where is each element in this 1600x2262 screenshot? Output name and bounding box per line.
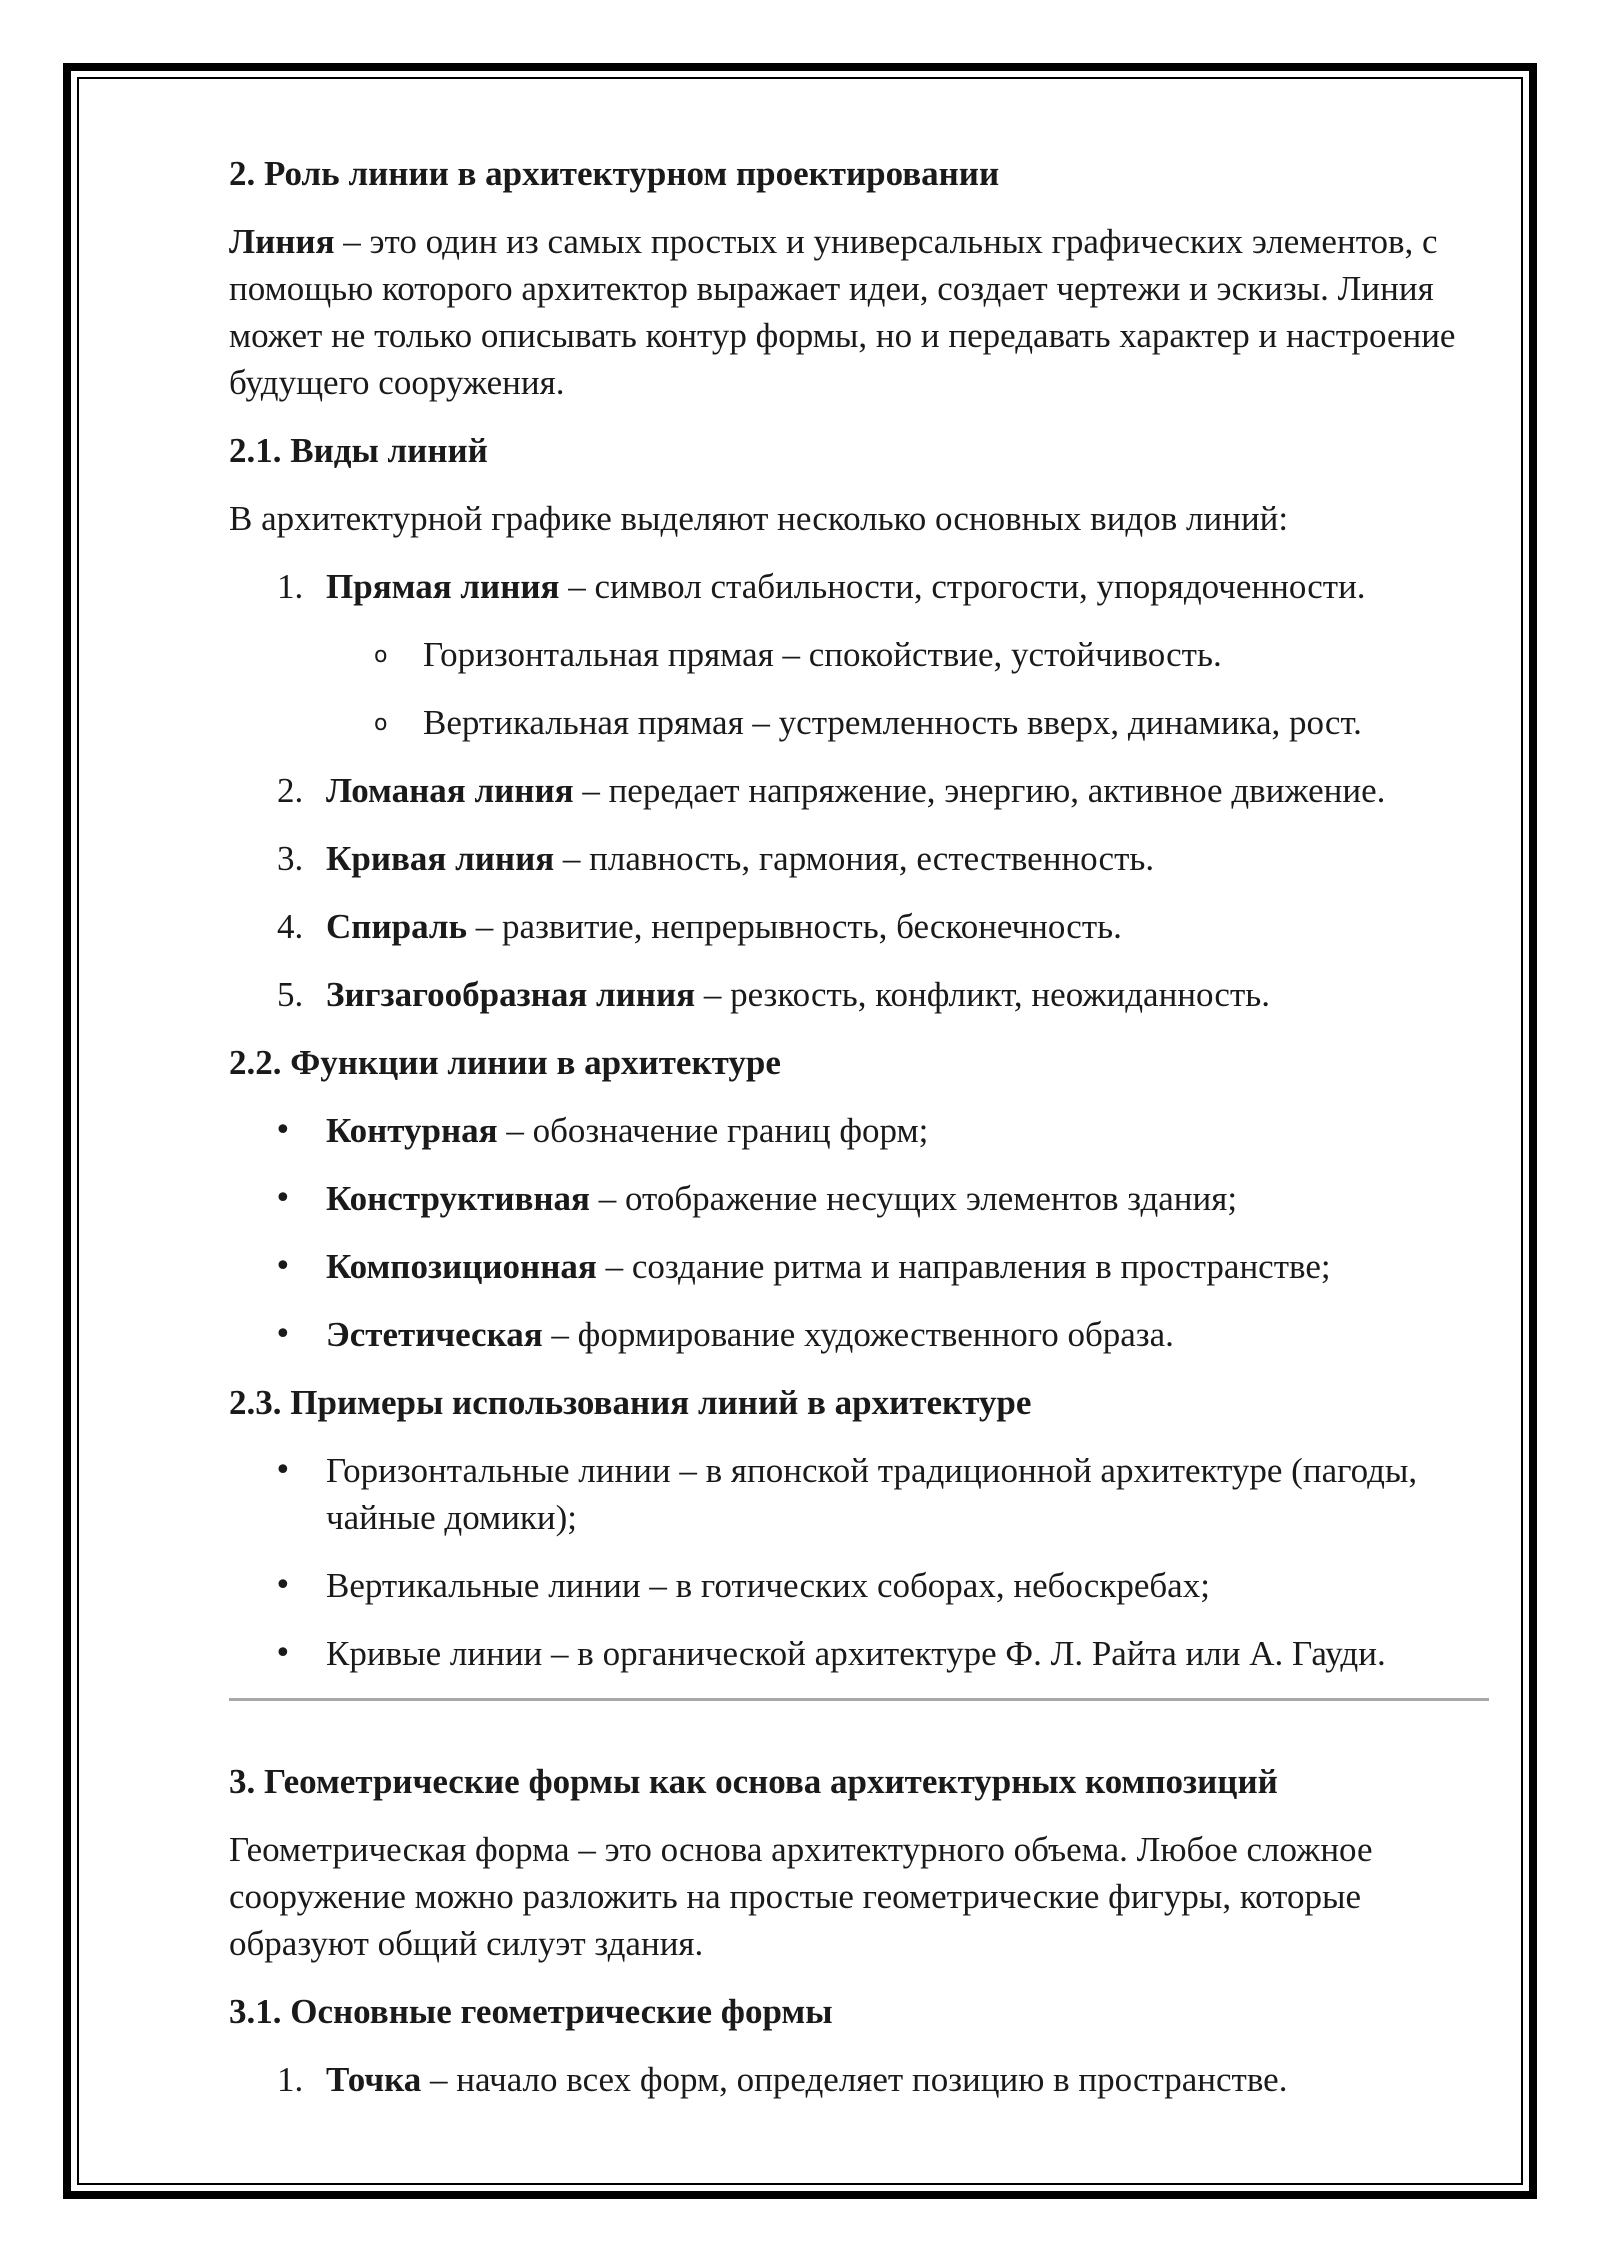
- sub-list-text: Горизонтальная прямая – спокойствие, устойчивость.: [423, 635, 1222, 674]
- section-3-heading: 3. Геометрические формы как основа архитектурных композиций: [229, 1762, 1278, 1801]
- list-text: – резкость, конфликт, неожиданность.: [695, 975, 1270, 1014]
- list-item: [229, 2056, 1489, 2103]
- bullet-icon: •: [274, 1453, 292, 1488]
- list-number: 3.: [277, 839, 304, 878]
- bullet-text: Кривые линии – в органической архитектуре Ф. Л. Райта или А. Гауди.: [326, 1634, 1386, 1673]
- list-number: 2.: [277, 771, 304, 810]
- list-text: – передает напряжение, энергию, активное движение.: [573, 771, 1386, 810]
- list-item: [229, 767, 1489, 814]
- list-text: – начало всех форм, определяет позицию в пространстве.: [421, 2060, 1288, 2099]
- section-2-heading: 2. Роль линии в архитектурном проектировании: [229, 154, 1000, 193]
- bullet-item: [229, 1630, 1489, 1677]
- section-2-2-heading: 2.2. Функции линии в архитектуре: [229, 1043, 781, 1082]
- document-body: [229, 150, 1489, 2124]
- bullet-text: Вертикальные линии – в готических соборах, небоскребах;: [326, 1566, 1210, 1605]
- list-text: – символ стабильности, строгости, упорядоченности.: [559, 567, 1366, 606]
- list-term: Ломаная линия: [326, 771, 574, 810]
- intro-text: – это один из самых простых и универсальных графических элементов, с помощью которого архитектор выражает идеи, создает чертежи и эскизы. Линия может не только описывать контур формы, но и передавать характер и настроение будущего сооружения.: [229, 222, 1456, 402]
- bullet-icon: •: [274, 1568, 292, 1603]
- bullet-term: Контурная: [326, 1111, 498, 1150]
- section-3-intro: Геометрическая форма – это основа архитектурного объема. Любое сложное сооружение можно разложить на простые геометрические фигуры, которые образуют общий силуэт здания.: [229, 1830, 1373, 1963]
- list-number: 5.: [277, 975, 304, 1014]
- bullet-text: – создание ритма и направления в пространстве;: [596, 1247, 1331, 1286]
- list-number: 1.: [277, 567, 304, 606]
- horizontal-rule: [229, 1698, 1489, 1701]
- sub-list-item: [229, 699, 1489, 746]
- bullet-term: Композиционная: [326, 1247, 597, 1286]
- bullet-item: [229, 1311, 1489, 1358]
- bullet-text: – отображение несущих элементов здания;: [590, 1179, 1238, 1218]
- bullet-text: – обозначение границ форм;: [497, 1111, 929, 1150]
- bullet-text: – формирование художественного образа.: [542, 1315, 1174, 1354]
- list-number: 1.: [277, 2060, 304, 2099]
- sub-list-item: [229, 631, 1489, 678]
- section-2-3-heading: 2.3. Примеры использования линий в архитектуре: [229, 1383, 1032, 1422]
- list-item: [229, 563, 1489, 610]
- list-term: Прямая линия: [326, 567, 560, 606]
- bullet-term: Эстетическая: [326, 1315, 543, 1354]
- bullet-icon: •: [274, 1636, 292, 1671]
- list-item: [229, 971, 1489, 1018]
- bullet-item: [229, 1175, 1489, 1222]
- bullet-icon: •: [274, 1181, 292, 1216]
- bullet-text: Горизонтальные линии – в японской традиционной архитектуре (пагоды, чайные домики);: [326, 1451, 1418, 1537]
- list-term: Спираль: [326, 907, 468, 946]
- section-3-1-heading: 3.1. Основные геометрические формы: [229, 1992, 833, 2031]
- section-2-1-intro: В архитектурной графике выделяют несколько основных видов линий:: [229, 499, 1289, 538]
- list-number: 4.: [277, 907, 304, 946]
- bullet-item: [229, 1243, 1489, 1290]
- section-2-intro: [229, 218, 1489, 406]
- list-text: – плавность, гармония, естественность.: [554, 839, 1155, 878]
- list-item: [229, 835, 1489, 882]
- section-2-1-heading: 2.1. Виды линий: [229, 431, 488, 470]
- list-item: [229, 903, 1489, 950]
- intro-term: Линия: [229, 222, 335, 261]
- bullet-icon: •: [274, 1113, 292, 1148]
- bullet-item: [229, 1107, 1489, 1154]
- bullet-icon: •: [274, 1249, 292, 1284]
- bullet-item: [229, 1447, 1489, 1541]
- bullet-term: Конструктивная: [326, 1179, 590, 1218]
- list-term: Зигзагообразная линия: [326, 975, 696, 1014]
- bullet-item: [229, 1562, 1489, 1609]
- circle-bullet-icon: o: [374, 711, 388, 736]
- bullet-icon: •: [274, 1317, 292, 1352]
- list-term: Точка: [326, 2060, 422, 2099]
- list-term: Кривая линия: [326, 839, 555, 878]
- sub-list-text: Вертикальная прямая – устремленность вверх, динамика, рост.: [423, 703, 1362, 742]
- circle-bullet-icon: o: [374, 643, 388, 668]
- list-text: – развитие, непрерывность, бесконечность.: [467, 907, 1122, 946]
